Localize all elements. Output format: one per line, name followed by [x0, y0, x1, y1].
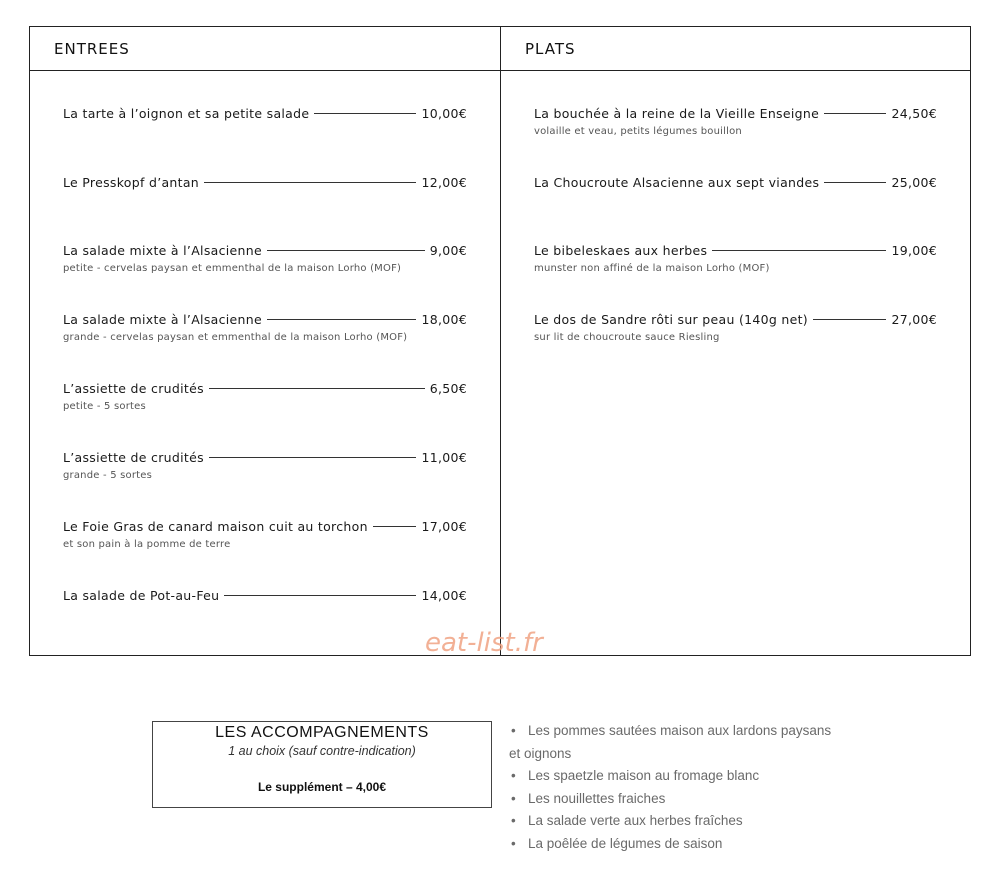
bullet-icon: • — [511, 768, 516, 783]
dotted-leader — [267, 250, 425, 251]
item-name: Le Foie Gras de canard maison cuit au torchon — [63, 519, 368, 534]
watermark-text: eat-list.fr — [425, 628, 543, 658]
dotted-leader — [224, 595, 416, 596]
menu-item — [63, 243, 467, 274]
menu-item — [63, 450, 467, 481]
accompagnements-title: LES ACCOMPAGNEMENTS — [215, 724, 429, 741]
list-item-continuation: et oignons — [509, 745, 572, 761]
dotted-leader — [209, 457, 417, 458]
list-item-text: La poêlée de légumes de saison — [528, 835, 723, 851]
dotted-leader — [267, 319, 416, 320]
list-item-text: Les nouillettes fraiches — [528, 790, 666, 806]
menu-item — [534, 175, 937, 190]
menu-card — [29, 26, 971, 656]
item-name: La salade mixte à l’Alsacienne — [63, 243, 262, 258]
dotted-leader — [373, 526, 417, 527]
item-name: L’assiette de crudités — [63, 450, 204, 465]
item-name: La salade mixte à l’Alsacienne — [63, 312, 262, 327]
list-item — [509, 720, 859, 743]
menu-item — [63, 519, 467, 550]
list-item-text: Les spaetzle maison au fromage blanc — [528, 768, 760, 783]
item-name: Le dos de Sandre rôti sur peau (140g net) — [534, 312, 808, 327]
bullet-icon: • — [511, 790, 516, 806]
menu-item — [63, 588, 467, 603]
item-price: 27,00€ — [891, 312, 937, 327]
menu-item — [63, 381, 467, 412]
item-description: grande - 5 sortes — [63, 470, 153, 481]
menu-item — [63, 312, 467, 343]
accompagnements-box — [152, 721, 492, 808]
item-price: 17,00€ — [421, 519, 467, 534]
item-name: Le Presskopf d’antan — [63, 175, 200, 190]
item-name: La tarte à l’oignon et sa petite salade — [63, 106, 310, 121]
menu-item — [534, 106, 937, 137]
entrees-column — [30, 27, 501, 655]
item-price: 25,00€ — [891, 175, 937, 190]
plats-heading: PLATS — [501, 27, 970, 71]
item-description: munster non affiné de la maison Lorho (MOF) — [534, 263, 770, 274]
item-price: 9,00€ — [429, 243, 467, 258]
item-description: sur lit de choucroute sauce Riesling — [534, 332, 720, 343]
item-name: La salade de Pot-au-Feu — [63, 588, 220, 603]
bullet-icon: • — [511, 723, 516, 738]
entrees-heading: ENTREES — [30, 27, 500, 71]
item-price: 11,00€ — [421, 450, 467, 465]
item-name: La Choucroute Alsacienne aux sept viandes — [534, 175, 820, 190]
menu-item — [534, 243, 937, 274]
item-description: petite - cervelas paysan et emmenthal de la maison Lorho (MOF) — [63, 263, 402, 274]
dotted-leader — [209, 388, 425, 389]
item-name: Le bibeleskaes aux herbes — [534, 243, 708, 258]
accompagnements-subtitle: 1 au choix (sauf contre-indication) — [228, 744, 416, 758]
item-price: 19,00€ — [891, 243, 937, 258]
accompagnements-list — [509, 720, 859, 855]
dotted-leader — [813, 319, 886, 320]
item-description: petite - 5 sortes — [63, 401, 146, 412]
dotted-leader — [712, 250, 886, 251]
item-description: volaille et veau, petits légumes bouillon — [534, 126, 742, 137]
list-item — [509, 833, 859, 856]
list-item-text: La salade verte aux herbes fraîches — [528, 813, 743, 828]
item-price: 18,00€ — [421, 312, 467, 327]
menu-item — [534, 312, 937, 343]
item-price: 14,00€ — [421, 588, 467, 603]
item-name: La bouchée à la reine de la Vieille Enseigne — [534, 106, 820, 121]
dotted-leader — [824, 182, 886, 183]
dotted-leader — [314, 113, 416, 114]
item-description: grande - cervelas paysan et emmenthal de la maison Lorho (MOF) — [63, 332, 408, 343]
bullet-icon: • — [511, 835, 516, 851]
plats-column — [501, 27, 970, 655]
item-price: 6,50€ — [429, 381, 467, 396]
item-name: L’assiette de crudités — [63, 381, 204, 396]
dotted-leader — [204, 182, 416, 183]
menu-item — [63, 106, 467, 121]
supplement-price: Le supplément – 4,00€ — [257, 780, 387, 794]
list-item — [509, 788, 859, 811]
list-item — [509, 810, 859, 833]
menu-item — [63, 175, 467, 190]
item-description: et son pain à la pomme de terre — [63, 539, 231, 550]
bullet-icon: • — [511, 813, 516, 828]
item-price: 12,00€ — [421, 175, 467, 190]
item-price: 10,00€ — [421, 106, 467, 121]
dotted-leader — [824, 113, 886, 114]
list-item — [509, 765, 859, 788]
item-price: 24,50€ — [891, 106, 937, 121]
list-item-text: Les pommes sautées maison aux lardons paysans — [528, 723, 832, 738]
